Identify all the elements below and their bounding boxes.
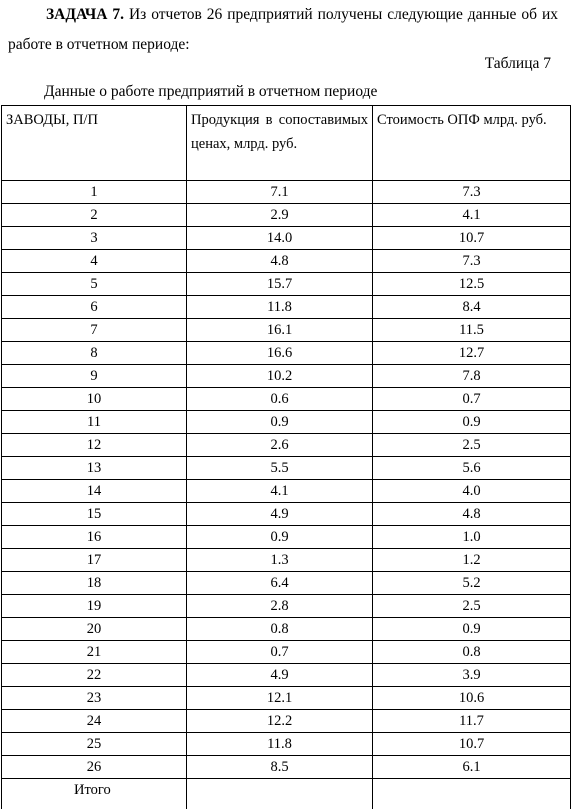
table-header-row (2, 106, 571, 181)
cell-fixed-assets: 12.5 (373, 273, 571, 296)
cell-factory-number: 14 (2, 480, 187, 503)
cell-production: 2.6 (187, 434, 373, 457)
cell-fixed-assets: 11.5 (373, 319, 571, 342)
cell-production: 11.8 (187, 296, 373, 319)
cell-factory-number: 24 (2, 710, 187, 733)
cell-fixed-assets: 7.3 (373, 181, 571, 204)
table-row (2, 365, 571, 388)
cell-production: 4.8 (187, 250, 373, 273)
cell-fixed-assets: 10.7 (373, 227, 571, 250)
task-label: ЗАДАЧА 7. (46, 6, 124, 23)
table-row (2, 181, 571, 204)
cell-production: 10.2 (187, 365, 373, 388)
cell-fixed-assets: 6.1 (373, 756, 571, 779)
cell-production: 14.0 (187, 227, 373, 250)
table-row (2, 526, 571, 549)
cell-fixed-assets: 8.4 (373, 296, 571, 319)
cell-production: 0.9 (187, 411, 373, 434)
table-row (2, 250, 571, 273)
cell-fixed-assets: 5.2 (373, 572, 571, 595)
table-row (2, 549, 571, 572)
cell-production: 0.8 (187, 618, 373, 641)
table-row (2, 733, 571, 756)
cell-fixed-assets: 5.6 (373, 457, 571, 480)
task-statement (8, 0, 558, 60)
table-row (2, 434, 571, 457)
total-production (187, 779, 373, 809)
table-row (2, 687, 571, 710)
cell-production: 15.7 (187, 273, 373, 296)
cell-fixed-assets: 12.7 (373, 342, 571, 365)
cell-factory-number: 23 (2, 687, 187, 710)
total-label: Итого (2, 779, 187, 809)
table-row (2, 204, 571, 227)
cell-fixed-assets: 1.2 (373, 549, 571, 572)
total-fixed-assets (373, 779, 571, 809)
cell-production: 4.9 (187, 503, 373, 526)
cell-factory-number: 26 (2, 756, 187, 779)
cell-factory-number: 20 (2, 618, 187, 641)
cell-fixed-assets: 10.6 (373, 687, 571, 710)
cell-factory-number: 10 (2, 388, 187, 411)
cell-factory-number: 3 (2, 227, 187, 250)
cell-factory-number: 9 (2, 365, 187, 388)
table-row (2, 457, 571, 480)
cell-fixed-assets: 4.8 (373, 503, 571, 526)
cell-production: 16.1 (187, 319, 373, 342)
cell-factory-number: 17 (2, 549, 187, 572)
table-row (2, 618, 571, 641)
cell-fixed-assets: 0.8 (373, 641, 571, 664)
cell-factory-number: 25 (2, 733, 187, 756)
table-number: Таблица 7 (485, 52, 551, 76)
cell-factory-number: 5 (2, 273, 187, 296)
cell-fixed-assets: 0.9 (373, 618, 571, 641)
cell-fixed-assets: 11.7 (373, 710, 571, 733)
cell-production: 11.8 (187, 733, 373, 756)
table-total-row (2, 779, 571, 809)
table-row (2, 710, 571, 733)
cell-production: 12.1 (187, 687, 373, 710)
cell-fixed-assets: 4.0 (373, 480, 571, 503)
cell-factory-number: 11 (2, 411, 187, 434)
table-body (2, 181, 571, 809)
cell-fixed-assets: 1.0 (373, 526, 571, 549)
cell-factory-number: 18 (2, 572, 187, 595)
header-factory: ЗАВОДЫ, П/П (2, 106, 187, 181)
cell-fixed-assets: 4.1 (373, 204, 571, 227)
cell-production: 4.9 (187, 664, 373, 687)
cell-factory-number: 6 (2, 296, 187, 319)
cell-production: 2.8 (187, 595, 373, 618)
table-row (2, 641, 571, 664)
task-text: Из отчетов 26 предприятий получены следующие данные об их работе в отчетном периоде: (8, 6, 558, 53)
table-row (2, 480, 571, 503)
cell-factory-number: 19 (2, 595, 187, 618)
cell-fixed-assets: 7.3 (373, 250, 571, 273)
table-row (2, 572, 571, 595)
cell-production: 7.1 (187, 181, 373, 204)
table-row (2, 595, 571, 618)
cell-factory-number: 21 (2, 641, 187, 664)
cell-factory-number: 2 (2, 204, 187, 227)
table-row (2, 503, 571, 526)
cell-fixed-assets: 2.5 (373, 595, 571, 618)
cell-factory-number: 8 (2, 342, 187, 365)
cell-production: 0.7 (187, 641, 373, 664)
table-row (2, 388, 571, 411)
cell-factory-number: 7 (2, 319, 187, 342)
table-row (2, 319, 571, 342)
cell-fixed-assets: 10.7 (373, 733, 571, 756)
cell-factory-number: 16 (2, 526, 187, 549)
table-row (2, 273, 571, 296)
table-row (2, 342, 571, 365)
table-row (2, 756, 571, 779)
cell-production: 8.5 (187, 756, 373, 779)
cell-factory-number: 22 (2, 664, 187, 687)
cell-factory-number: 15 (2, 503, 187, 526)
cell-production: 16.6 (187, 342, 373, 365)
table-caption: Данные о работе предприятий в отчетном периоде (44, 80, 377, 104)
cell-production: 4.1 (187, 480, 373, 503)
cell-fixed-assets: 0.9 (373, 411, 571, 434)
cell-production: 1.3 (187, 549, 373, 572)
cell-production: 2.9 (187, 204, 373, 227)
table-row (2, 411, 571, 434)
cell-production: 0.6 (187, 388, 373, 411)
cell-production: 12.2 (187, 710, 373, 733)
cell-factory-number: 1 (2, 181, 187, 204)
cell-fixed-assets: 7.8 (373, 365, 571, 388)
cell-fixed-assets: 0.7 (373, 388, 571, 411)
table-row (2, 296, 571, 319)
table-row (2, 664, 571, 687)
cell-fixed-assets: 3.9 (373, 664, 571, 687)
header-fixed-assets: Стоимость ОПФ млрд. руб. (373, 106, 571, 181)
cell-fixed-assets: 2.5 (373, 434, 571, 457)
cell-production: 0.9 (187, 526, 373, 549)
cell-factory-number: 4 (2, 250, 187, 273)
cell-production: 5.5 (187, 457, 373, 480)
table-row (2, 227, 571, 250)
header-production: Продукция в сопоставимых ценах, млрд. руб. (187, 106, 373, 181)
cell-factory-number: 12 (2, 434, 187, 457)
data-table (1, 105, 571, 809)
cell-factory-number: 13 (2, 457, 187, 480)
cell-production: 6.4 (187, 572, 373, 595)
